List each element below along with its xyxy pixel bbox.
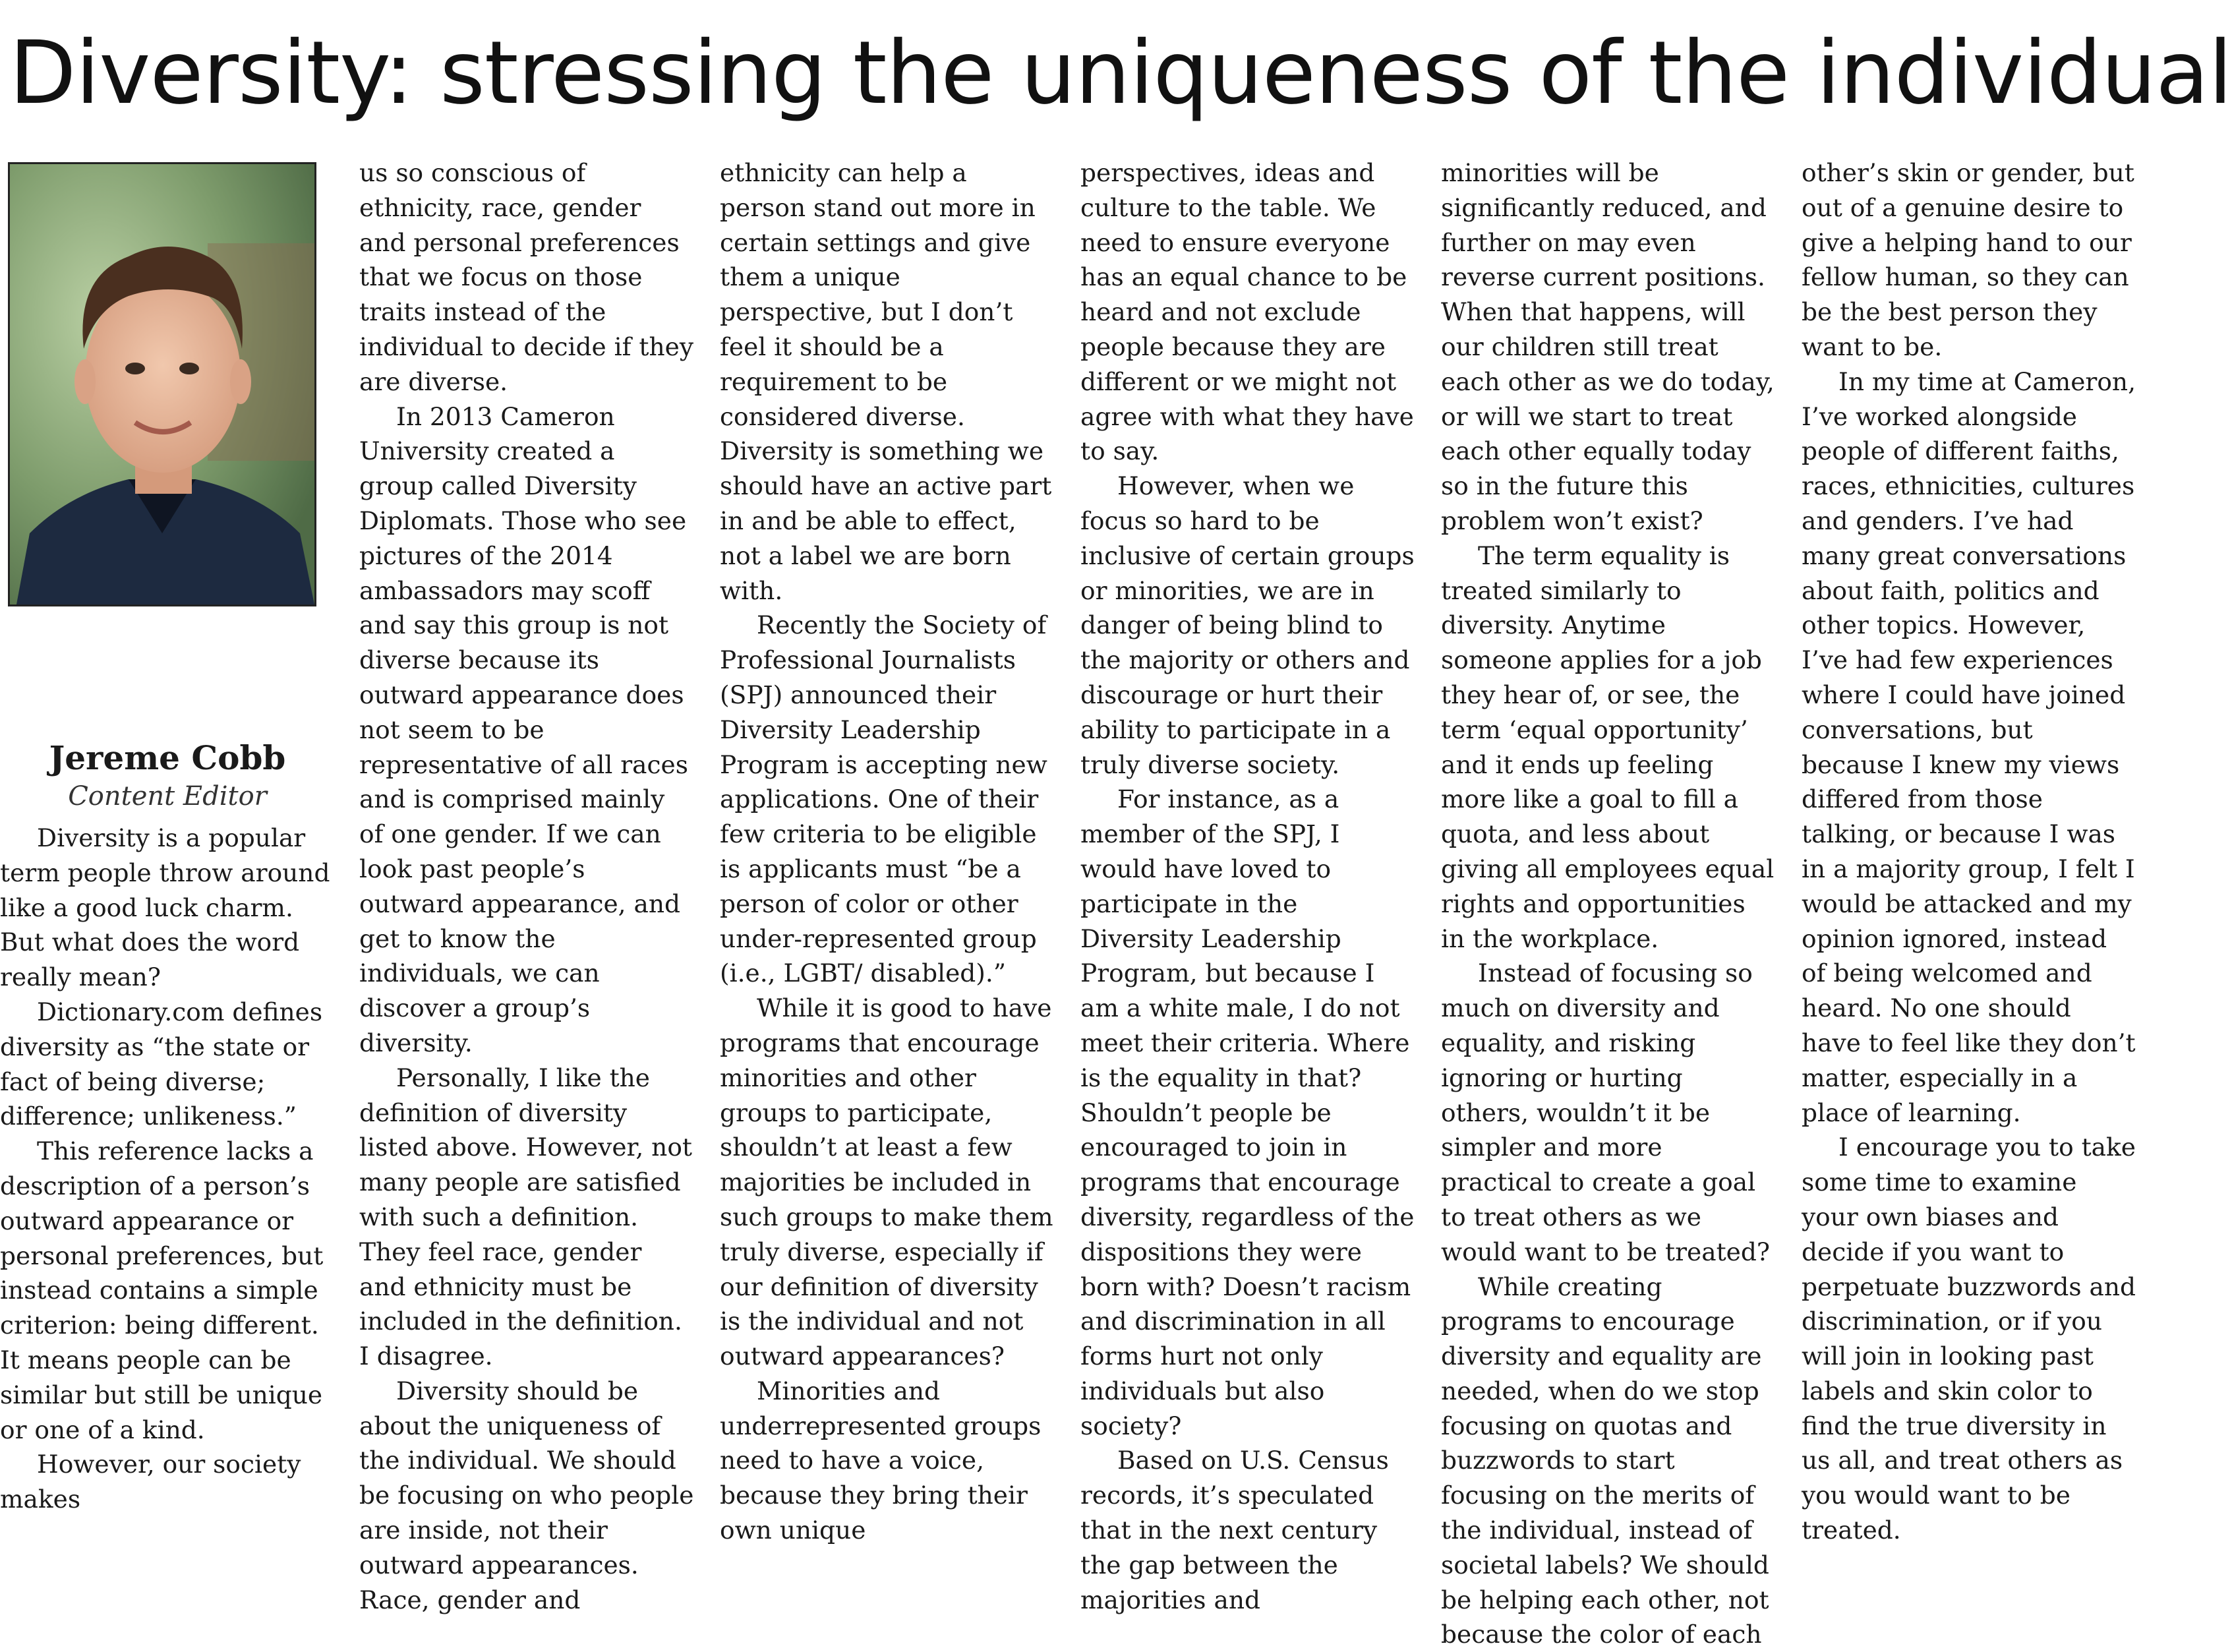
author-role: Content Editor [0, 779, 335, 814]
paragraph: minorities will be significantly reduced, and further on may even reverse current positions. When that happens, will our children still treat each other as we do today, or will we start to treat each other equally today so in the future this problem won’t exist? [1441, 156, 1776, 539]
column-1 [0, 156, 335, 1349]
paragraph: This reference lacks a description of a person’s outward appearance or personal preferences, but instead contains a simple criterion: being different. It means people can be similar but still be unique or one of a kind. [0, 1134, 335, 1447]
paragraph: However, our society makes [0, 1447, 335, 1517]
paragraph: However, when we focus so hard to be inclusive of certain groups or minorities, we are in danger of being blind to the majority or others and discourage or hurt their ability to participate in a truly diverse society. [1080, 469, 1415, 782]
column-6 [1802, 156, 2136, 1349]
paragraph: us so conscious of ethnicity, race, gender and personal preferences that we focus on those traits instead of the individual to decide if they are diverse. [359, 156, 694, 399]
paragraph: Diversity should be about the uniqueness of the individual. We should be focusing on who people are inside, not their outward appearances. Race, gender and [359, 1374, 694, 1618]
paragraph: Personally, I like the definition of diversity listed above. However, not many people are satisfied with such a definition. They feel race, gender and ethnicity must be included in the definition. I disagree. [359, 1061, 694, 1374]
paragraph: The term equality is treated similarly to diversity. Anytime someone applies for a job they hear of, or see, the term ‘equal opportunity’ and it ends up feeling more like a goal to fill a quota, and less about giving all employees equal rights and opportunities in the workplace. [1441, 539, 1776, 957]
paragraph: Diversity is a popular term people throw around like a good luck charm. But what does the word really mean? [0, 821, 335, 995]
paragraph: While it is good to have programs that encourage minorities and other groups to participate, shouldn’t at least a few majorities be included in such groups to make them truly diverse, especially if our definition of diversity is the individual and not outward appearances? [720, 991, 1055, 1374]
paragraph: I encourage you to take some time to examine your own biases and decide if you want to perpetuate buzzwords and discrimination, or if you will join in looking past labels and skin color to find the true diversity in us all, and treat others as you would want to be treated. [1802, 1130, 2136, 1548]
column-4 [1080, 156, 1415, 1349]
byline [0, 738, 335, 814]
paragraph: While creating programs to encourage diversity and equality are needed, when do we stop focusing on quotas and buzzwords to start focusing on the merits of the individual, instead of societal labels? We should be helping each other, not because the color of each [1441, 1270, 1776, 1652]
paragraph: Minorities and underrepresented groups need to have a voice, because they bring their own unique [720, 1374, 1055, 1548]
paragraph: Instead of focusing so much on diversity and equality, and risking ignoring or hurting others, wouldn’t it be simpler and more practical to create a goal to treat others as we would want to be treated? [1441, 956, 1776, 1269]
paragraph: For instance, as a member of the SPJ, I would have loved to participate in the Diversity Leadership Program, but because I am a white male, I do not meet their criteria. Where is the equality in that? Shouldn’t people be encouraged to join in programs that encourage diversity, regardless of the dispositions they were born with? Doesn’t racism and discrimination in all forms hurt not only individuals but also society? [1080, 782, 1415, 1443]
paragraph: Recently the Society of Professional Journalists (SPJ) announced their Diversity Leadership Program is accepting new applications. One of their few criteria to be eligible is applicants must “be a person of color or other under-represented group (i.e., LGBT/ disabled).” [720, 608, 1055, 991]
author-name: Jereme Cobb [0, 738, 335, 779]
paragraph: In my time at Cameron, I’ve worked alongside people of different faiths, races, ethnicities, cultures and genders. I’ve had many great conversations about faith, politics and other topics. However, I’ve had few experiences where I could have joined conversations, but because I knew my views differed from those talking, or because I was in a majority group, I felt I would be attacked and my opinion ignored, instead of being welcomed and heard. No one should have to feel like they don’t matter, especially in a place of learning. [1802, 365, 2136, 1131]
headline: Diversity: stressing the uniqueness of the individual [9, 24, 2125, 123]
column-5 [1441, 156, 1776, 1349]
paragraph: perspectives, ideas and culture to the table. We need to ensure everyone has an equal chance to be heard and not exclude people because they are different or we might not agree with what they have to say. [1080, 156, 1415, 469]
paragraph: Dictionary.com defines diversity as “the state or fact of being diverse; difference; unlikeness.” [0, 995, 335, 1134]
column-3 [720, 156, 1055, 1349]
paragraph: Based on U.S. Census records, it’s speculated that in the next century the gap between the majorities and [1080, 1443, 1415, 1617]
paragraph: ethnicity can help a person stand out more in certain settings and give them a unique perspective, but I don’t feel it should be a requirement to be considered diverse. Diversity is something we should have an active part in and be able to effect, not a label we are born with. [720, 156, 1055, 608]
paragraph: other’s skin or gender, but out of a genuine desire to give a helping hand to our fellow human, so they can be the best person they want to be. [1802, 156, 2136, 365]
paragraph: In 2013 Cameron University created a group called Diversity Diplomats. Those who see pictures of the 2014 ambassadors may scoff and say this group is not diverse because its outward appearance does not seem to be representative of all races and is comprised mainly of one gender. If we can look past people’s outward appearance, and get to know the individuals, we can discover a group’s diversity. [359, 399, 694, 1061]
column-2 [359, 156, 694, 1349]
